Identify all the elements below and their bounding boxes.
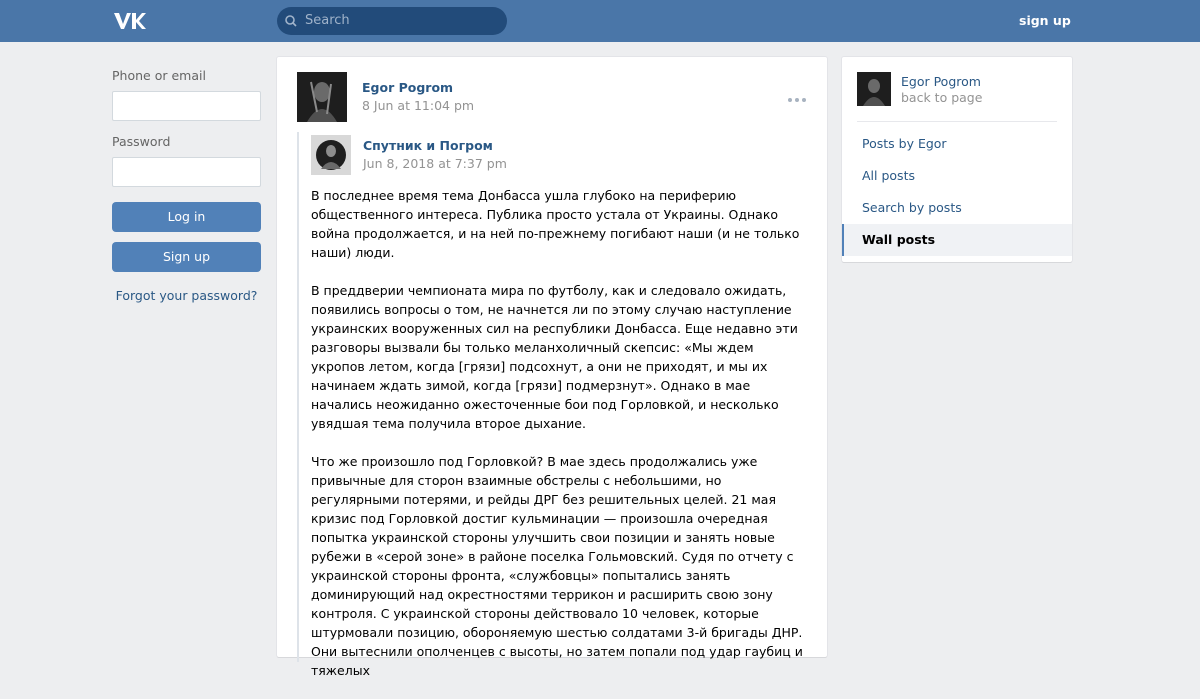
post-author-link[interactable]: Egor Pogrom xyxy=(362,80,454,95)
repost-divider xyxy=(297,132,299,662)
post-paragraph: Что же произошло под Горловкой? В мае здесь продолжались уже привычные для сторон взаимные обстрелы с небольшими, но регулярными потерями, и рейды ДРГ без решительных целей. 21 мая кризис под Горловкой достиг кульминации — произошла очередная попытка украинской стороны улучшить свои позиции и занять новые рубежи в «серой зоне» в районе поселка Гольмовский. Судя по отчету с украинской стороны фронта, «службовцы» попытались занять доминирующий над окрестностями террикон и расширить свою зону контроля. С украинской стороны действовало 10 человек, которые штурмовали позицию, обороняемую шестью солдатами 3-й бригады ДНР. Они вытеснили ополченцев с высоты, но затем попали под удар гаубиц и тяжелых xyxy=(311,454,803,678)
vk-logo-icon[interactable] xyxy=(112,10,146,32)
menu-item-search-by-posts[interactable]: Search by posts xyxy=(862,200,962,215)
post-text xyxy=(311,186,811,699)
post-date[interactable]: 8 Jun at 11:04 pm xyxy=(362,98,475,113)
divider xyxy=(857,121,1057,122)
repost-author-link[interactable]: Спутник и Погром xyxy=(363,138,493,153)
wall-post xyxy=(277,57,827,678)
search-input[interactable]: Search xyxy=(305,13,350,28)
more-actions-icon[interactable] xyxy=(788,87,809,106)
top-bar xyxy=(0,0,1200,42)
log-in-button[interactable]: Log in xyxy=(112,202,261,232)
password-field[interactable] xyxy=(112,157,261,187)
sign-up-button[interactable]: Sign up xyxy=(112,242,261,272)
search-icon xyxy=(285,15,297,27)
repost-avatar[interactable] xyxy=(311,135,351,175)
post-paragraph: В последнее время тема Донбасса ушла глубоко на периферию общественного интереса. Публика просто устала от Украины. Однако война продолжается, и на ней по-прежнему погибают наши (и не только наши) люди. xyxy=(311,188,800,260)
search-box[interactable] xyxy=(277,7,507,35)
menu-item-posts-by-egor[interactable]: Posts by Egor xyxy=(862,136,947,151)
sign-up-link[interactable]: sign up xyxy=(1019,13,1071,28)
forgot-password-link[interactable]: Forgot your password? xyxy=(115,288,258,303)
back-to-page-link[interactable]: back to page xyxy=(901,90,983,105)
side-profile-name[interactable]: Egor Pogrom xyxy=(901,74,981,89)
password-label: Password xyxy=(112,134,171,149)
repost-date[interactable]: Jun 8, 2018 at 7:37 pm xyxy=(363,156,507,171)
menu-item-all-posts[interactable]: All posts xyxy=(862,168,915,183)
side-avatar[interactable] xyxy=(857,72,891,106)
author-avatar[interactable] xyxy=(297,72,347,122)
profile-side-panel xyxy=(842,57,1072,262)
post-paragraph: В преддверии чемпионата мира по футболу, как и следовало ожидать, появились вопросы о том, не начнется ли по этому случаю наступление украинских вооруженных сил на республики Донбасса. Еще недавно эти разговоры вызвали бы только меланхоличный скепсис: «Мы ждем укропов летом, когда [грязи] подсохнут, а они не приходят, и мы их начинаем ждать зимой, когда [грязи] подмерзнут». Однако в мае начались неожиданно ожесточенные бои под Горловкой, и несколько увядшая тема получила второе дыхание. xyxy=(311,283,798,431)
phone-email-field[interactable] xyxy=(112,91,261,121)
menu-item-wall-posts[interactable]: Wall posts xyxy=(842,224,1072,256)
phone-label: Phone or email xyxy=(112,68,206,83)
